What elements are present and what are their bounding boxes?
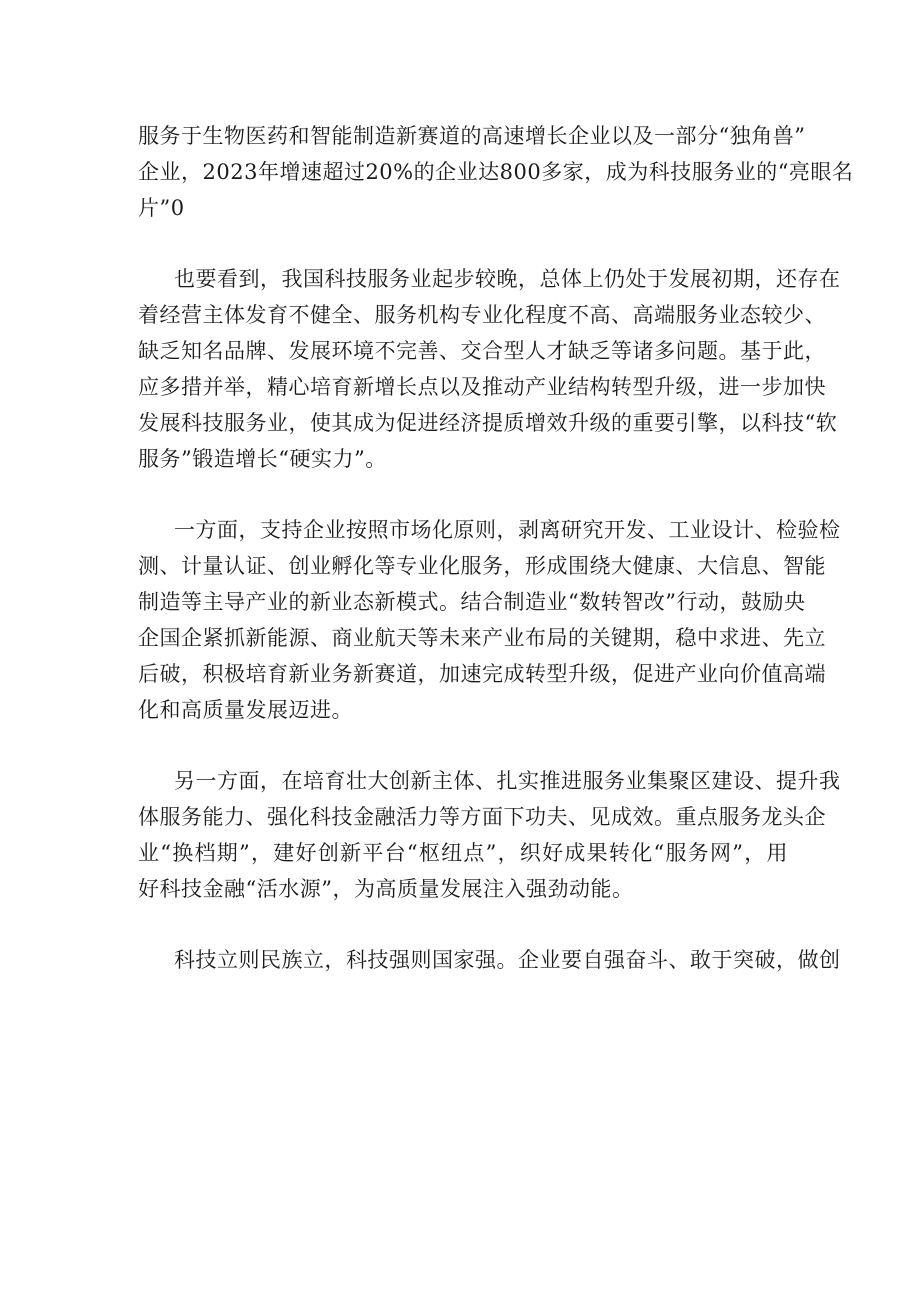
- paragraph-1: [138, 118, 854, 226]
- text-line: 应多措并举，精心培育新增长点以及推动产业结构转型升级，进一步加快: [138, 375, 826, 399]
- text-line: 制造等主导产业的新业态新模式。结合制造业“数转智改”行动，鼓励央: [138, 590, 806, 614]
- text-line: 发展科技服务业，使其成为促进经济提质增效升级的重要引擎，以科技“软: [138, 411, 838, 435]
- text-line: 服务”锻造增长“硬实力”。: [138, 447, 387, 471]
- paragraph-4: [138, 763, 841, 907]
- text-line: 体服务能力、强化科技金融活力等方面下功夫、见成效。重点服务龙头企: [138, 805, 826, 829]
- text-line: 企业，2023年增速超过20%的企业达800多家，成为科技服务业的“亮眼名: [138, 160, 854, 184]
- text-line: 着经营主体发育不健全、服务机构专业化程度不高、高端服务业态较少、: [138, 303, 826, 327]
- text-line: 业“换档期”，建好创新平台“枢纽点”，织好成果转化“服务网”，用: [138, 841, 788, 865]
- paragraph-3: [138, 512, 841, 728]
- text-line: 也要看到，我国科技服务业起步较晚，总体上仍处于发展初期，还存在: [174, 267, 841, 291]
- text-line: 服务于生物医药和智能制造新赛道的高速增长企业以及一部分“独角兽”: [138, 124, 806, 148]
- paragraph-5: [138, 942, 841, 978]
- text-line: 化和高质量发展迈进。: [138, 698, 353, 722]
- text-line: 一方面，支持企业按照市场化原则，剥离研究开发、工业设计、检验检: [174, 518, 841, 542]
- document-body: [138, 118, 854, 1013]
- text-line: 另一方面，在培育壮大创新主体、扎实推进服务业集聚区建设、提升我: [174, 769, 841, 793]
- text-line: 科技立则民族立，科技强则国家强。企业要自强奋斗、敢于突破，做创: [174, 948, 841, 972]
- text-line: 片”0: [138, 196, 185, 220]
- paragraph-2: [138, 261, 841, 477]
- text-line: 缺乏知名品牌、发展环境不完善、交合型人才缺乏等诸多问题。基于此，: [138, 339, 826, 363]
- text-line: 测、计量认证、创业孵化等专业化服务，形成围绕大健康、大信息、智能: [138, 554, 826, 578]
- text-line: 好科技金融“活水源”，为高质量发展注入强劲动能。: [138, 877, 634, 901]
- text-line: 企国企紧抓新能源、商业航天等未来产业布局的关键期，稳中求进、先立: [138, 626, 826, 650]
- text-line: 后破，积极培育新业务新赛道，加速完成转型升级，促进产业向价值高端: [138, 662, 826, 686]
